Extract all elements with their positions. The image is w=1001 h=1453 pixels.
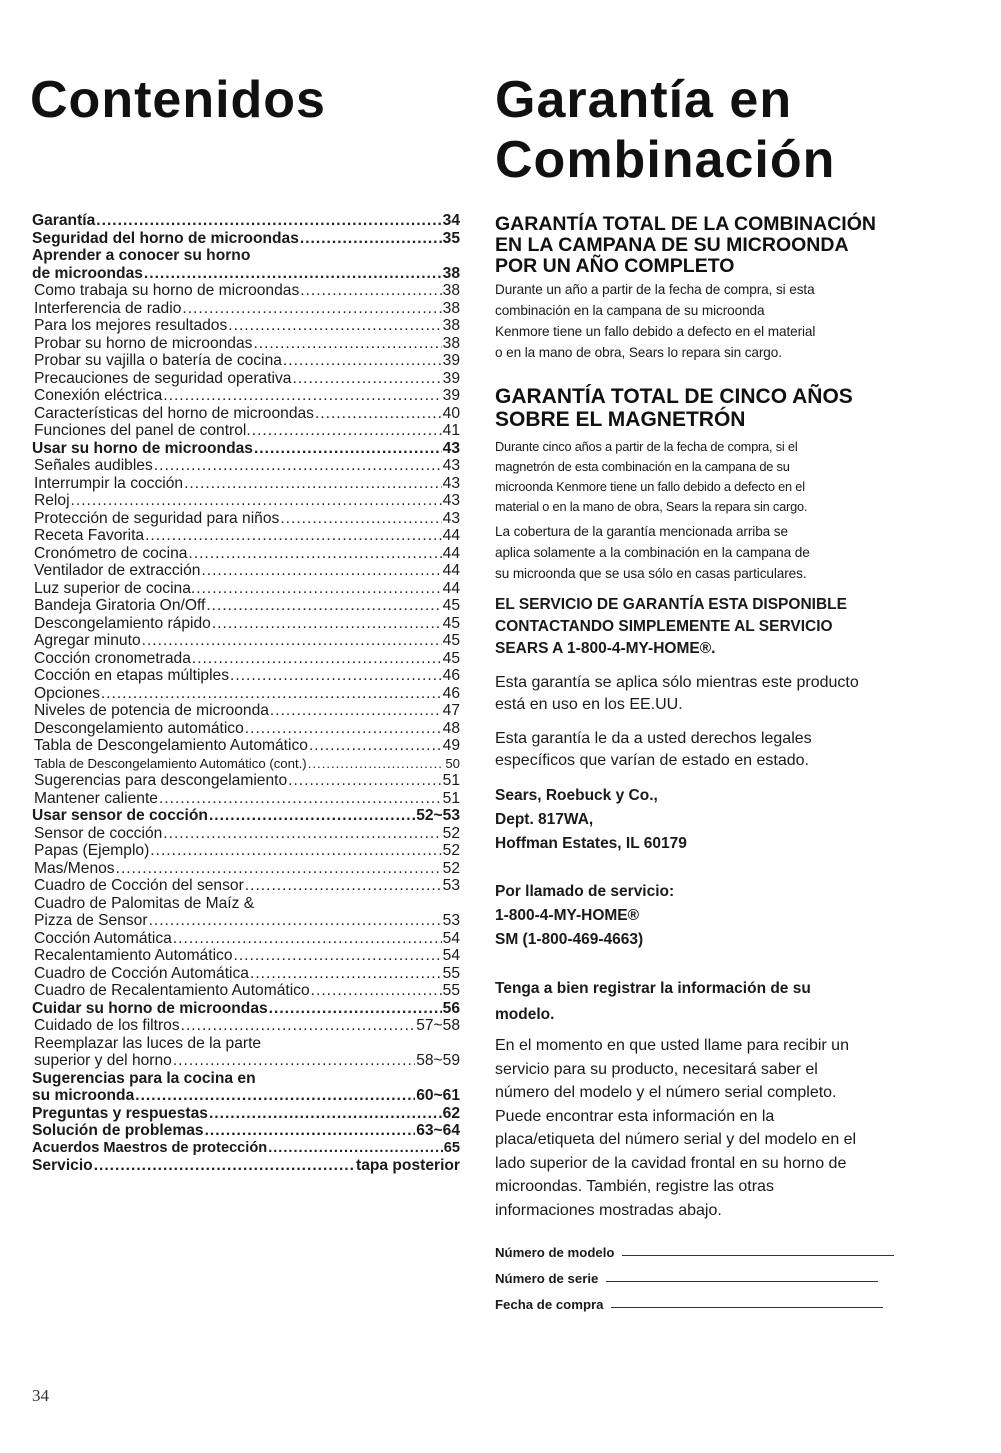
toc-entry[interactable] [32, 965, 460, 983]
serial-number-blank[interactable] [606, 1281, 878, 1282]
toc-label: Seguridad del horno de microondas [32, 229, 299, 247]
toc-leader [209, 1105, 442, 1123]
toc-entry[interactable] [32, 580, 460, 598]
toc-leader [149, 912, 442, 930]
toc-page: 63~64 [416, 1122, 460, 1139]
toc-leader [159, 790, 442, 808]
toc-label: Usar sensor de cocción [32, 807, 208, 824]
toc-label: su microonda [32, 1087, 135, 1104]
text-line: microonda Kenmore tiene un fallo debido a defecto en el [495, 479, 805, 494]
toc-leader [94, 1157, 355, 1175]
page-number: 34 [32, 1386, 49, 1405]
toc-page: 54 [442, 929, 460, 947]
toc-label: Mantener caliente [34, 789, 158, 807]
toc-label: Usar su horno de microondas [32, 439, 253, 457]
toc-leader [250, 965, 442, 983]
toc-entry-servicio[interactable] [32, 1157, 460, 1175]
toc-entry[interactable] [32, 982, 460, 1000]
toc-page: 43 [442, 474, 460, 492]
toc-entry[interactable] [32, 632, 460, 650]
toc-leader [145, 527, 442, 545]
toc-entry[interactable] [32, 1017, 460, 1035]
coverage-text [495, 521, 935, 584]
toc-leader [196, 580, 441, 598]
text-line: o en la mano de obra, Sears lo repara sin cargo. [495, 345, 782, 360]
toc-label: Cuadro de Cocción Automática [34, 964, 249, 982]
toc-leader [253, 335, 441, 353]
table-of-contents [32, 212, 460, 1175]
toc-leader [269, 1000, 442, 1018]
toc-entry-aprender[interactable] [32, 265, 460, 283]
record-fields [495, 1234, 935, 1312]
toc-entry[interactable] [32, 562, 460, 580]
toc-label: Como trabaja su horno de microondas [34, 282, 300, 299]
toc-page: 38 [442, 264, 460, 282]
toc-entry[interactable] [32, 317, 460, 335]
service-call-info [495, 880, 935, 952]
toc-page: 52 [442, 842, 460, 859]
text-line: está en uso en los EE.UU. [495, 696, 683, 713]
purchase-date-blank[interactable] [611, 1307, 883, 1308]
text-line: magnetrón de esta combinación en la campana de su [495, 459, 790, 474]
toc-page: 65 [443, 1139, 460, 1156]
text-line: En el momento en que usted llame para recibir un [495, 1037, 849, 1054]
toc-leader [188, 545, 441, 563]
text-line: Kenmore tiene un fallo debido a defecto en el material [495, 324, 816, 339]
one-year-warranty-heading [495, 214, 935, 277]
toc-leader [135, 1087, 415, 1105]
toc-label: Acuerdos Maestros de protección [32, 1139, 268, 1156]
text-line: informaciones mostradas abajo. [495, 1201, 722, 1219]
toc-entry[interactable] [32, 755, 460, 773]
text-line: La cobertura de la garantía mencionada arriba se [495, 524, 788, 539]
toc-label: Descongelamiento rápido [34, 614, 211, 632]
toc-leader [173, 930, 442, 948]
toc-page: 60~61 [416, 1087, 460, 1104]
toc-leader [252, 422, 442, 440]
toc-page: 38 [442, 282, 460, 299]
toc-label: Interferencia de radio [34, 299, 182, 317]
heading-line: GARANTÍA TOTAL DE LA COMBINACIÓN [495, 213, 876, 235]
text-line: específicos que varían de estado en estado. [495, 752, 809, 769]
toc-label: Opciones [34, 684, 100, 702]
toc-label: Servicio [32, 1157, 93, 1174]
toc-entry[interactable] [32, 737, 460, 755]
toc-leader [209, 807, 415, 825]
toc-page: 35 [442, 229, 460, 247]
toc-entry[interactable] [32, 877, 460, 895]
toc-entry-preguntas[interactable] [32, 1105, 460, 1123]
toc-page: 62 [442, 1104, 460, 1122]
text-line: Esta garantía le da a usted derechos legales [495, 730, 812, 747]
five-year-warranty-text [495, 437, 935, 517]
toc-page: 52~53 [416, 807, 460, 824]
toc-label: Características del horno de microondas [34, 404, 314, 422]
toc-leader [300, 282, 441, 300]
toc-label: Agregar minuto [34, 632, 141, 649]
toc-entry[interactable] [32, 282, 460, 300]
text-line: EL SERVICIO DE GARANTÍA ESTA DISPONIBLE [495, 596, 847, 613]
toc-page: 45 [442, 632, 460, 649]
toc-entry-line: Cuadro de Palomitas de Maíz & [34, 894, 255, 912]
toc-label: Cuadro de Cocción del sensor [34, 877, 244, 894]
toc-label: Recalentamiento Automático [34, 947, 233, 964]
toc-page: 45 [442, 597, 460, 614]
text-line: servicio para su producto, necesitará saber el [495, 1060, 818, 1078]
toc-entry[interactable] [32, 615, 460, 633]
toc-page: 49 [442, 737, 460, 754]
toc-leader [116, 860, 442, 878]
toc-label: Tabla de Descongelamiento Automático [34, 737, 308, 754]
serial-number-field[interactable] [495, 1260, 935, 1286]
toc-entry[interactable] [32, 387, 460, 405]
toc-page: 43 [442, 439, 460, 457]
text-line: Durante un año a partir de la fecha de compra, si esta [495, 282, 815, 297]
toc-leader [309, 737, 442, 755]
toc-entry-usar-horno[interactable] [32, 440, 460, 458]
toc-page: 48 [442, 719, 460, 737]
toc-entry[interactable] [32, 772, 460, 790]
toc-entry-garantia[interactable] [32, 212, 460, 230]
toc-leader [184, 475, 442, 493]
service-availability-text [495, 594, 935, 660]
text-line: Tenga a bien registrar la información de su [495, 980, 811, 997]
toc-leader [315, 405, 442, 423]
toc-page: 58~59 [416, 1052, 460, 1069]
toc-label: Cuidar su horno de microondas [32, 999, 268, 1017]
toc-entry-sugerencias[interactable] [32, 1087, 460, 1105]
toc-label: Solución de problemas [32, 1122, 204, 1139]
warranty-column [495, 214, 935, 1312]
toc-label: Cuidado de los filtros [34, 1017, 180, 1034]
toc-entry[interactable] [32, 457, 460, 475]
text-line: Durante cinco años a partir de la fecha de compra, si el [495, 439, 798, 454]
toc-label: Sugerencias para descongelamiento [34, 772, 288, 789]
toc-page: 43 [442, 492, 460, 509]
toc-leader [270, 702, 442, 720]
phone-number: 1-800-4-MY-HOME® [495, 907, 640, 924]
toc-leader [280, 510, 441, 528]
toc-label: Pizza de Sensor [34, 912, 148, 929]
toc-leader [96, 212, 441, 230]
toc-entry-usar-sensor[interactable] [32, 807, 460, 825]
toc-leader [230, 667, 442, 685]
toc-label: Bandeja Giratoria On/Off [34, 597, 206, 614]
toc-entry[interactable] [32, 300, 460, 318]
toc-entry[interactable] [32, 912, 460, 930]
toc-entry-line: Reemplazar las luces de la parte [34, 1034, 262, 1052]
toc-page: 50 [445, 755, 460, 771]
warranty-heading [495, 70, 835, 190]
warranty-heading-line2: Combinación [495, 131, 836, 189]
text-line: lado superior de la cavidad frontal en su horno de [495, 1154, 847, 1172]
toc-leader [182, 300, 441, 318]
toc-leader [206, 597, 441, 615]
toc-label: Mas/Menos [34, 859, 115, 877]
toc-leader [311, 982, 442, 1000]
address-line: Sears, Roebuck y Co., [495, 787, 658, 804]
toc-label: Receta Favorita [34, 527, 145, 544]
text-line: microondas. También, registre las otras [495, 1178, 774, 1195]
toc-page: 57~58 [416, 1017, 460, 1034]
toc-leader [228, 317, 441, 335]
toc-page: 56 [442, 999, 460, 1017]
heading-line: EN LA CAMPANA DE SU MICROONDA [495, 234, 849, 256]
toc-entry[interactable] [32, 1052, 460, 1070]
toc-leader [154, 457, 442, 475]
toc-entry[interactable] [32, 527, 460, 545]
toc-entry[interactable] [32, 650, 460, 668]
toc-entry[interactable] [32, 545, 460, 563]
model-number-blank[interactable] [622, 1255, 894, 1256]
toc-leader [201, 562, 441, 580]
toc-page: 47 [442, 702, 460, 719]
heading-line: SOBRE EL MAGNETRÓN [495, 408, 746, 431]
model-number-field[interactable] [495, 1234, 935, 1260]
toc-entry-solucion[interactable] [32, 1122, 460, 1140]
heading-line: POR UN AÑO COMPLETO [495, 255, 735, 277]
toc-leader [288, 772, 442, 790]
toc-leader [173, 1052, 415, 1070]
toc-page: 40 [442, 404, 460, 422]
heading-line: GARANTÍA TOTAL DE CINCO AÑOS [495, 385, 853, 408]
toc-page: 43 [442, 509, 460, 527]
toc-label: Funciones del panel de control. [34, 422, 251, 439]
toc-page: 44 [442, 579, 460, 597]
address-line: Hoffman Estates, IL 60179 [495, 835, 687, 852]
text-line: Esta garantía se aplica sólo mientras este producto [495, 674, 859, 691]
toc-leader [71, 492, 442, 510]
toc-label: Probar su horno de microondas [34, 334, 253, 352]
sears-address [495, 784, 935, 856]
toc-label: Cocción en etapas múltiples [34, 667, 230, 684]
toc-label: Probar su vajilla o batería de cocina [34, 352, 282, 369]
toc-page: 38 [442, 299, 460, 317]
toc-label: Precauciones de seguridad operativa [34, 369, 292, 387]
toc-label: Conexión eléctrica [34, 387, 163, 404]
text-line: CONTACTANDO SIMPLEMENTE AL SERVICIO [495, 618, 833, 635]
toc-label: Señales audibles [34, 457, 153, 474]
toc-leader [308, 755, 445, 773]
toc-leader [192, 650, 442, 668]
address-line: Dept. 817WA, [495, 811, 594, 828]
toc-label: Cronómetro de cocina [34, 544, 188, 562]
toc-page: 52 [442, 824, 460, 842]
toc-label: superior y del horno [34, 1052, 172, 1069]
toc-leader [142, 632, 442, 650]
toc-entry[interactable] [32, 667, 460, 685]
toc-leader [150, 842, 441, 860]
toc-page: 55 [442, 964, 460, 982]
toc-page: 39 [442, 369, 460, 387]
text-line: número del modelo y el número serial completo. [495, 1084, 837, 1101]
phone-number: SM (1-800-469-4663) [495, 931, 644, 948]
toc-page: 44 [442, 544, 460, 562]
toc-section-line: Sugerencias para la cocina en [32, 1069, 256, 1087]
toc-label: Sensor de cocción [34, 824, 163, 842]
purchase-date-field[interactable] [495, 1286, 935, 1312]
toc-entry[interactable] [32, 685, 460, 703]
toc-label: Tabla de Descongelamiento Automático (cont.) [34, 755, 307, 771]
toc-leader [163, 387, 441, 405]
toc-label: Cocción Automática [34, 929, 172, 947]
toc-entry[interactable] [32, 947, 460, 965]
toc-page: 54 [442, 947, 460, 964]
toc-page: 39 [442, 352, 460, 369]
toc-entry-acuerdos[interactable] [32, 1140, 460, 1158]
toc-entry-seguridad[interactable] [32, 230, 460, 248]
toc-section-line: Aprender a conocer su horno [32, 247, 251, 264]
toc-entry[interactable] [32, 790, 460, 808]
toc-entry[interactable] [32, 405, 460, 423]
toc-page: 51 [442, 789, 460, 807]
toc-page: 45 [442, 614, 460, 632]
toc-leader [245, 877, 442, 895]
toc-label: Interrumpir la cocción [34, 474, 184, 492]
contents-heading: Contenidos [30, 71, 326, 129]
text-line: aplica solamente a la combinación en la campana de [495, 545, 810, 560]
toc-entry[interactable] [32, 825, 460, 843]
toc-page: 52 [442, 859, 460, 877]
toc-label: Luz superior de cocina. [34, 579, 196, 597]
toc-entry[interactable] [32, 370, 460, 388]
toc-label: Cuadro de Recalentamiento Automático [34, 982, 310, 999]
toc-leader [283, 352, 442, 370]
toc-leader [144, 265, 442, 283]
toc-label: Para los mejores resultados [34, 317, 228, 334]
toc-page: 34 [442, 212, 460, 229]
toc-leader [300, 230, 442, 248]
legal-rights-text [495, 728, 935, 772]
toc-page: 43 [442, 457, 460, 474]
toc-label: de microondas [32, 264, 143, 282]
toc-leader [254, 440, 442, 458]
toc-label: Preguntas y respuestas [32, 1104, 208, 1122]
toc-label: Papas (Ejemplo) [34, 842, 150, 859]
toc-entry[interactable] [32, 422, 460, 440]
five-year-warranty-heading [495, 385, 935, 431]
toc-label: Ventilador de extracción [34, 562, 201, 579]
toc-page: 51 [442, 772, 460, 789]
toc-entry[interactable] [32, 597, 460, 615]
toc-leader [212, 615, 442, 633]
toc-page: 38 [442, 317, 460, 334]
warranty-heading-line1: Garantía en [495, 71, 793, 129]
toc-entry[interactable] [32, 475, 460, 493]
toc-entry[interactable] [32, 842, 460, 860]
toc-entry[interactable] [32, 492, 460, 510]
toc-entry[interactable] [32, 720, 460, 738]
toc-entry[interactable] [32, 702, 460, 720]
purchase-date-label: Fecha de compra [495, 1297, 604, 1312]
toc-label: Protección de seguridad para niños [34, 509, 280, 527]
toc-page: 53 [442, 912, 460, 929]
toc-page: 38 [442, 334, 460, 352]
text-line: material o en la mano de obra, Sears la repara sin cargo. [495, 499, 808, 514]
toc-leader [205, 1122, 416, 1140]
model-number-label: Número de modelo [495, 1245, 615, 1260]
toc-page: 41 [442, 422, 460, 439]
toc-label: Garantía [32, 212, 96, 229]
toc-entry-cuidar[interactable] [32, 1000, 460, 1018]
toc-leader [181, 1017, 416, 1035]
toc-entry[interactable] [32, 335, 460, 353]
toc-page: 53 [442, 877, 460, 894]
toc-page: 46 [442, 667, 460, 684]
text-line: Puede encontrar esta información en la [495, 1107, 775, 1125]
toc-page: 44 [442, 527, 460, 544]
model-info-text [495, 1034, 935, 1222]
toc-label: Reloj [34, 492, 70, 509]
toc-entry[interactable] [32, 352, 460, 370]
toc-page: 44 [442, 562, 460, 579]
toc-entry[interactable] [32, 510, 460, 528]
toc-label: Cocción cronometrada [34, 649, 191, 667]
toc-entry[interactable] [32, 860, 460, 878]
toc-label: Descongelamiento automático [34, 719, 244, 737]
toc-leader [163, 825, 441, 843]
register-model-heading [495, 976, 935, 1028]
text-line: modelo. [495, 1006, 555, 1023]
toc-leader [234, 947, 442, 965]
one-year-warranty-text [495, 279, 935, 363]
toc-leader [268, 1140, 443, 1158]
serial-number-label: Número de serie [495, 1271, 599, 1286]
toc-label: Niveles de potencia de microonda [34, 702, 269, 719]
toc-entry[interactable] [32, 930, 460, 948]
toc-page: 55 [442, 982, 460, 999]
text-line: placa/etiqueta del número serial y del modelo en el [495, 1131, 857, 1148]
toc-page: 46 [442, 684, 460, 702]
toc-page: tapa posterior [356, 1157, 460, 1174]
text-line: combinación en la campana de su microonda [495, 303, 765, 318]
toc-page: 39 [442, 387, 460, 404]
toc-leader [245, 720, 442, 738]
text-line: Por llamado de servicio: [495, 883, 675, 900]
text-line: SEARS A 1-800-4-MY-HOME®. [495, 640, 716, 657]
text-line: su microonda que se usa sólo en casas particulares. [495, 566, 807, 581]
toc-leader [101, 685, 442, 703]
toc-page: 45 [442, 649, 460, 667]
usa-only-text [495, 672, 935, 716]
toc-leader [292, 370, 441, 388]
